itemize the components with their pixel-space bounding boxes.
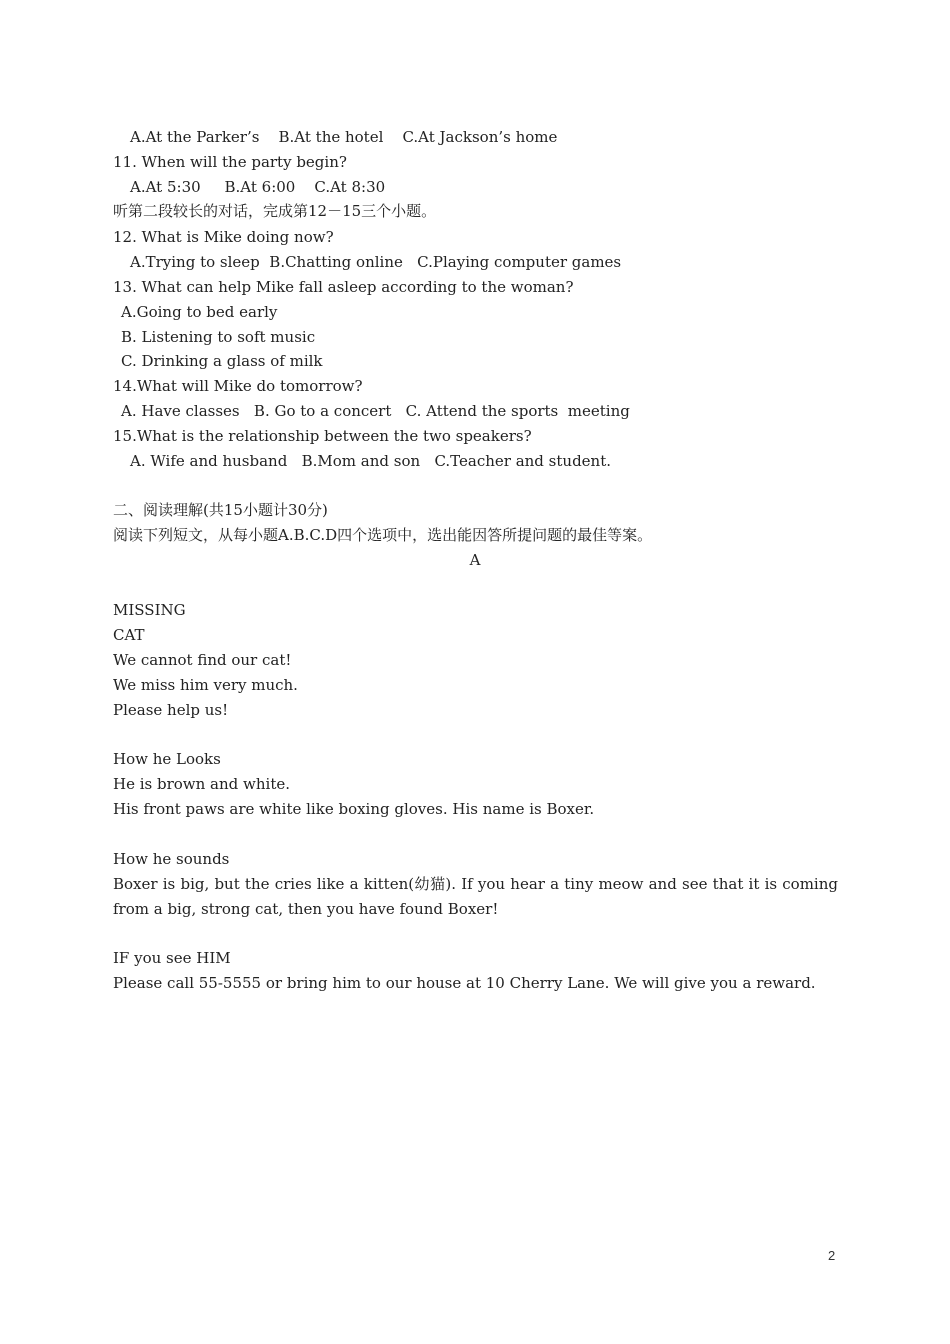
reading-instruction: 阅读下列短文，从每小题A.B.C.D四个选项中，选出能因答所提问题的最佳等案。: [113, 526, 653, 544]
sounds-paragraph: Boxer is big, but the cries like a kitten(幼猫). If you hear a tiny meow and see that it is coming from a big, strong cat, then you have found Boxer!: [113, 875, 838, 918]
poster-intro-2: We miss him very much.: [113, 676, 298, 694]
reading-heading: 二、阅读理解(共15小题计30分): [113, 501, 328, 519]
q13-option-c: C. Drinking a glass of milk: [121, 352, 323, 370]
q14-options: A. Have classes B. Go to a concert C. Attend the sports meeting: [121, 402, 630, 420]
q15-options: A. Wife and husband B.Mom and son C.Teacher and student.: [130, 452, 612, 470]
looks-line-2: His front paws are white like boxing gloves. His name is Boxer.: [113, 800, 595, 818]
poster-title-cat: CAT: [113, 626, 145, 644]
q13-option-a: A.Going to bed early: [121, 303, 278, 321]
q12-options: A.Trying to sleep B.Chatting online C.Playing computer games: [130, 253, 622, 271]
poster-intro-3: Please help us!: [113, 701, 229, 719]
q13-question: 13. What can help Mike fall asleep according to the woman?: [113, 278, 574, 296]
q13-option-b: B. Listening to soft music: [121, 328, 316, 346]
see-heading: IF you see HIM: [113, 949, 231, 967]
poster-title-missing: MISSING: [113, 601, 186, 619]
q11-question: 11. When will the party begin?: [113, 153, 347, 171]
q10-options: A.At the Parker’s B.At the hotel C.At Jackson’s home: [130, 128, 558, 146]
page-number: 2: [828, 1248, 836, 1263]
poster-intro-1: We cannot find our cat!: [113, 651, 292, 669]
sounds-heading: How he sounds: [113, 850, 230, 868]
q12-question: 12. What is Mike doing now?: [113, 228, 334, 246]
section2-instruction: 听第二段较长的对话，完成第12－15三个小题。: [113, 202, 437, 220]
looks-heading: How he Looks: [113, 750, 221, 768]
passage-label: A: [469, 551, 481, 569]
q15-question: 15.What is the relationship between the two speakers?: [113, 427, 532, 445]
q14-question: 14.What will Mike do tomorrow?: [113, 377, 363, 395]
q11-options: A.At 5:30 B.At 6:00 C.At 8:30: [130, 178, 386, 196]
see-paragraph: Please call 55-5555 or bring him to our house at 10 Cherry Lane. We will give you a reward.: [113, 974, 816, 992]
looks-line-1: He is brown and white.: [113, 775, 291, 793]
